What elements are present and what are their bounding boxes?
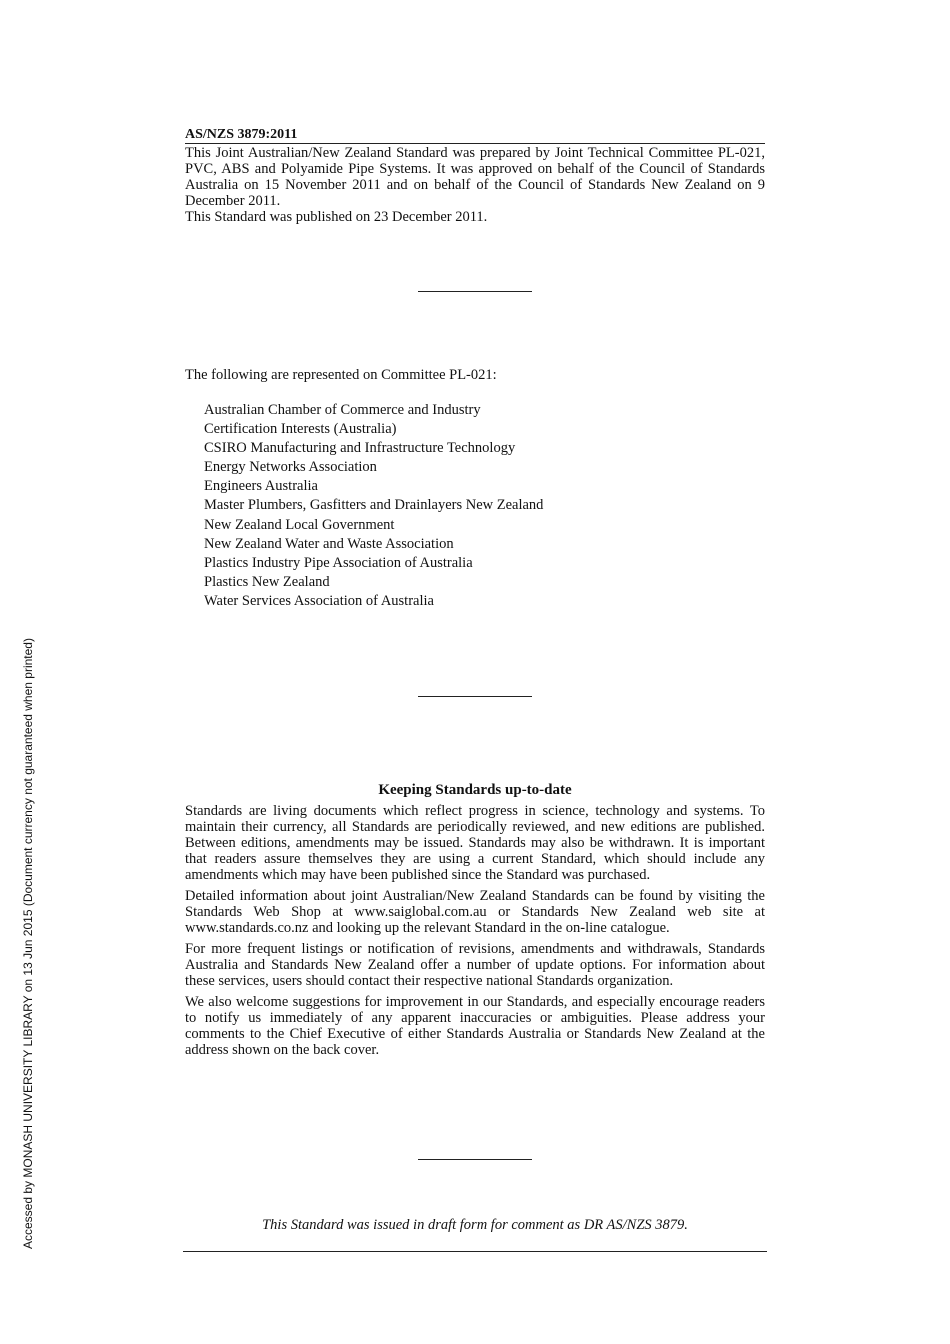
standard-number: AS/NZS 3879:2011 bbox=[185, 127, 765, 144]
list-item: Water Services Association of Australia bbox=[204, 592, 434, 609]
section-divider bbox=[418, 696, 532, 697]
list-item: Australian Chamber of Commerce and Industry bbox=[204, 402, 481, 418]
intro-block bbox=[185, 145, 765, 225]
list-item: Engineers Australia bbox=[204, 478, 318, 495]
list-item: Plastics New Zealand bbox=[204, 573, 330, 590]
committee-intro: The following are represented on Committee PL-021: bbox=[185, 367, 497, 383]
section-divider bbox=[418, 1159, 532, 1160]
section-heading: Keeping Standards up-to-date bbox=[378, 782, 572, 798]
list-item: New Zealand Local Government bbox=[204, 516, 395, 533]
list-item: Master Plumbers, Gasfitters and Drainlayers New Zealand bbox=[204, 497, 544, 514]
list-item: CSIRO Manufacturing and Infrastructure Technology bbox=[204, 440, 516, 457]
body-paragraph: Detailed information about joint Australian/New Zealand Standards can be found by visiting the Standards Web Shop at www.saiglobal.com.au or Standards New Zealand web site at www.standards.co.nz and looking up the relevant Standard in the on-line catalogue. bbox=[185, 888, 765, 936]
draft-note: This Standard was issued in draft form for comment as DR AS/NZS 3879. bbox=[262, 1217, 688, 1233]
access-watermark: Accessed by MONASH UNIVERSITY LIBRARY on 13 Jun 2015 (Document currency not guaranteed when printed) bbox=[21, 638, 35, 1249]
body-paragraph: For more frequent listings or notification of revisions, amendments and withdrawals, Standards Australia and Standards New Zealand offer a number of update options. For information about these services, users should contact their respective national Standards organization. bbox=[185, 941, 765, 989]
list-item: Plastics Industry Pipe Association of Australia bbox=[204, 554, 473, 571]
approval-paragraph: This Joint Australian/New Zealand Standard was prepared by Joint Technical Committee PL-021, PVC, ABS and Polyamide Pipe Systems. It was approved on behalf of the Council of Standards Australia on 15 November 2011 and on behalf of the Council of Standards New Zealand on 9 December 2011. bbox=[185, 145, 765, 209]
list-item: Energy Networks Association bbox=[204, 459, 377, 476]
list-item: Certification Interests (Australia) bbox=[204, 421, 397, 438]
publication-paragraph: This Standard was published on 23 December 2011. bbox=[185, 209, 488, 225]
footer-rule bbox=[183, 1251, 767, 1252]
list-item: New Zealand Water and Waste Association bbox=[204, 535, 454, 552]
body-paragraph: Standards are living documents which reflect progress in science, technology and systems. To maintain their currency, all Standards are periodically reviewed, and new editions are published. Between editions, amendments may be issued. Standards may also be withdrawn. It is important that readers assure themselves they are using a current Standard, which should include any amendments which may have been published since the Standard was purchased. bbox=[185, 803, 765, 883]
keeping-up-to-date-body bbox=[185, 803, 765, 1063]
section-divider bbox=[418, 291, 532, 292]
body-paragraph: We also welcome suggestions for improvement in our Standards, and especially encourage readers to notify us immediately of any apparent inaccuracies or ambiguities. Please address your comments to the Chief Executive of either Standards Australia or Standards New Zealand at the address shown on the back cover. bbox=[185, 994, 765, 1058]
committee-list bbox=[204, 402, 543, 612]
